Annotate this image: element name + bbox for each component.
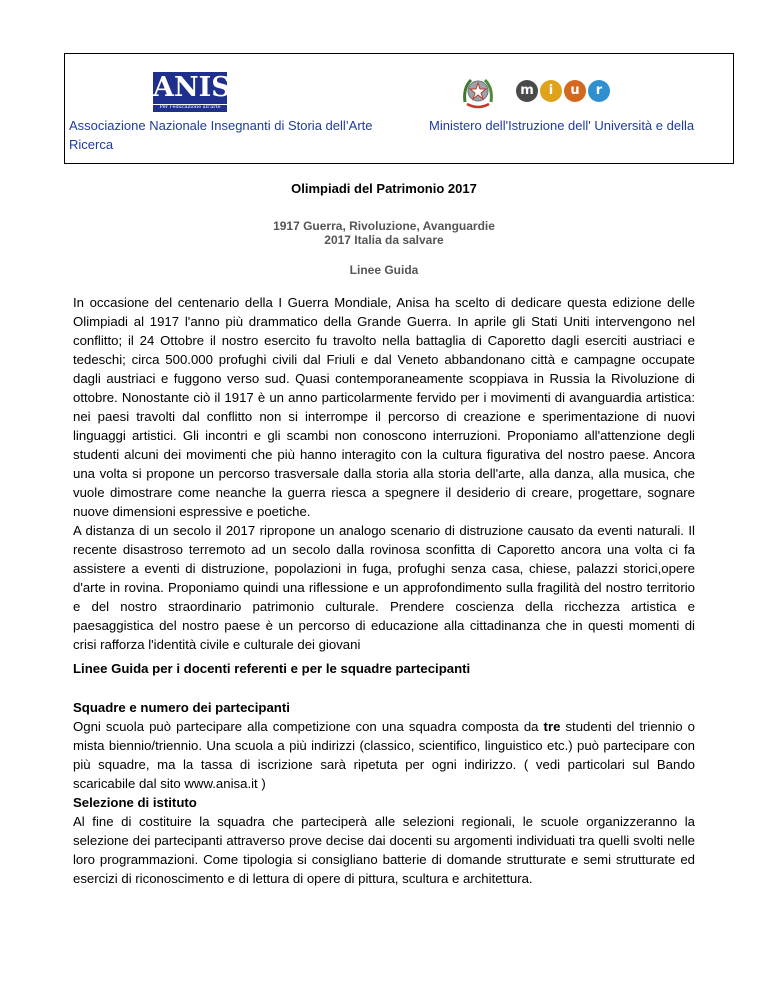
heading-selection: Selezione di istituto bbox=[73, 795, 197, 810]
guidelines-label: Linee Guida bbox=[349, 263, 419, 277]
teams-text-after: studenti del triennio o mista biennio/triennio. Una scuola a più indirizzi (classico, scientifico, linguistico etc.) può partecipare con più squadre, ma la tassa di iscrizione sarà ripetuta per ogni indirizzo. ( vedi particolari sul Bando scaricabile dal sito www.anisa.it ) bbox=[73, 719, 695, 791]
association-name-line2: Ricerca bbox=[69, 137, 114, 152]
miur-logo-letter: m bbox=[516, 80, 538, 102]
miur-logo-letter: i bbox=[540, 80, 562, 102]
miur-logo-letter: u bbox=[564, 80, 586, 102]
teams-count-bold: tre bbox=[543, 719, 561, 734]
heading-teams: Squadre e numero dei partecipanti bbox=[73, 700, 290, 715]
intro-paragraph-2: A distanza di un secolo il 2017 ripropone un analogo scenario di distruzione causato da eventi naturali. Il recente disastroso terremoto ad un secolo dalla rovinosa sconfitta di Caporetto ancora una volta ci fa assistere a eventi di distruzione, popolazioni in fuga, profughi senza casa, chiese, palazzi storici,opere d'arte in rovina. Proponiamo quindi una riflessione e un approfondimento sulla fragilità del nostro territorio e del nostro straordinario patrimonio culturale. Prendere coscienza della ricchezza artistica e paesaggistica del nostro paese è un percorso di educazione alla cittadinanza che in questi momenti di crisi rafforza l'identità civile e culturale dei giovani bbox=[73, 523, 695, 652]
anisa-logo-word: ANISA bbox=[153, 72, 252, 103]
association-name-line1: Associazione Nazionale Insegnanti di Storia dell’Arte bbox=[69, 118, 373, 133]
anisa-logo-tagline: Per l'educazione all'arte bbox=[159, 104, 221, 110]
teams-text-before: Ogni scuola può partecipare alla competizione con una squadra composta da bbox=[73, 719, 544, 734]
miur-logo-letter: r bbox=[588, 80, 610, 102]
header-box bbox=[64, 53, 734, 164]
subtitle-line1: 1917 Guerra, Rivoluzione, Avanguardie bbox=[273, 219, 495, 233]
teams-section bbox=[73, 717, 695, 793]
selection-section bbox=[73, 812, 695, 888]
italian-republic-emblem-icon bbox=[461, 72, 495, 110]
teams-paragraph bbox=[73, 717, 695, 793]
association-name bbox=[69, 116, 409, 154]
intro-paragraph-1: In occasione del centenario della I Guerra Mondiale, Anisa ha scelto di dedicare questa edizione delle Olimpiadi al 1917 l'anno più drammatico della Grande Guerra. In aprile gli Stati Uniti intervengono nel conflitto; il 24 Ottobre il nostro esercito fu travolto nella battaglia di Caporetto dagli eserciti austriaci e tedeschi; circa 500.000 profughi civili dal Friuli e dal Veneto abbandonano città e campagne occupate dagli austriaci e fuggono verso sud. Quasi contemporaneamente scoppiava in Russia la Rivoluzione di ottobre. Nonostante ciò il 1917 è un anno particolarmente fervido per i movimenti di avanguardia artistica: nei paesi travolti dal conflitto non si interrompe il percorso di creazione e sperimentazione di nuovi linguaggi artistici. Gli incontri e gli scambi non conoscono interruzioni. Proponiamo all'attenzione degli studenti alcuni dei movimenti che più hanno interagito con la cultura figurativa del nostro paese. Ancora una volta si propone un percorso trasversale dalla storia alla storia dell'arte, alla danza, alla musica, che vuole dimostrare come neanche la guerra riesca a spegnere il desiderio di creare, progettare, sognare nuove dimensioni espressive e poetiche. bbox=[73, 295, 695, 519]
subtitle-line2: 2017 Italia da salvare bbox=[324, 233, 444, 247]
page-title: Olimpiadi del Patrimonio 2017 bbox=[291, 181, 477, 196]
selection-paragraph: Al fine di costituire la squadra che parteciperà alle selezioni regionali, le scuole organizzeranno la selezione dei partecipanti attraverso prove decise dai docenti su argomenti individuati tra quelli svolti nelle loro programmazioni. Come tipologia si consigliano batterie di domande strutturate e semi strutturate ed esercizi di riconoscimento e di lettura di opere di pittura, scultura e architettura. bbox=[73, 814, 695, 886]
ministry-name: Ministero dell'Istruzione dell' Università e della bbox=[429, 118, 695, 133]
intro-section bbox=[73, 293, 695, 654]
anisa-logo bbox=[153, 72, 252, 112]
heading-guidelines-teachers: Linee Guida per i docenti referenti e per le squadre partecipanti bbox=[73, 661, 471, 676]
